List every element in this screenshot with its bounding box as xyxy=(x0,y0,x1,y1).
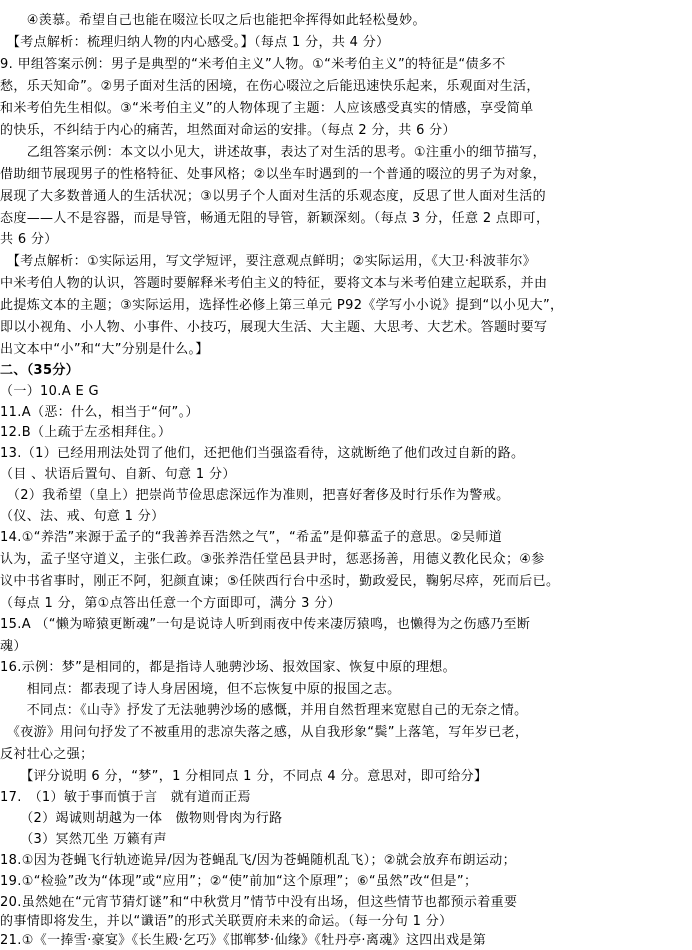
text-line: （3）冥然兀坐 万籁有声 xyxy=(0,832,167,847)
text-line: 12.B（上疏于左丞相拜住。） xyxy=(0,425,172,440)
text-line: 《夜游》用问句抒发了不被重用的悲凉失落之感，从自我形象“鬓”上落笔，写年岁已老， xyxy=(0,725,529,740)
text-line: （目 、状语后置句、自新、句意 1 分） xyxy=(0,467,236,482)
section-heading: 二、（35分） xyxy=(0,363,80,378)
text-line: 认为，孟子坚守道义，主张仁政。③张养浩任堂邑县尹时，惩恶扬善，用德义教化民众；④参 xyxy=(0,552,545,567)
text-line: 9. 甲组答案示例：男子是典型的“米考伯主义”人物。①“米考伯主义”的特征是“债多不 xyxy=(0,57,506,72)
text-line: 乙组答案示例：本文以小见大，讲述故事，表达了对生活的思考。①注重小的细节描写， xyxy=(0,145,547,160)
text-line: 态度——人不是容器，而是导管，畅通无阻的导管，新颖深刻。（每点 3 分，任意 2 点即可， xyxy=(0,211,550,226)
text-line: 愁，乐天知命”。②男子面对生活的困境，在伤心啜泣之后能迅速快乐起来，乐观面对生活， xyxy=(0,79,540,94)
text-line: 的快乐，不纠结于内心的痛苦，坦然面对命运的安排。（每点 2 分，共 6 分） xyxy=(0,123,456,138)
text-line: （2）我希望（皇上）把崇尚节俭思虑深远作为准则，把喜好奢侈及时行乐作为警戒。 xyxy=(0,488,510,503)
text-line: 15.A （“懒为啼猿更断魂”一句是说诗人听到雨夜中传来凄厉猿鸣，也懒得为之伤感乃至断 xyxy=(0,617,531,632)
text-line: 魂） xyxy=(0,639,27,654)
text-line: 不同点：《山寺》抒发了无法驰骋沙场的感慨，并用自然哲理来宽慰自己的无奈之情。 xyxy=(0,703,528,718)
text-line: 【考点解析：梳理归纳人物的内心感受。】（每点 1 分，共 4 分） xyxy=(0,35,390,50)
text-line: （2）竭诚则胡越为一体 傲物则骨肉为行路 xyxy=(0,811,283,826)
text-line: 【考点解析：①实际运用，写文学短评，要注意观点鲜明；②实际运用，《大卫·科波菲尔》 xyxy=(0,254,537,269)
text-line: 13.（1）已经用刑法处罚了他们，还把他们当强盗看待，这就断绝了他们改过自新的路。 xyxy=(0,446,525,461)
text-line: 21.①《一捧雪·豪宴》《长生殿·乞巧》《邯郸梦·仙缘》《牡丹亭·离魂》这四出戏是第 xyxy=(0,933,487,948)
text-line: （仪、法、戒、句意 1 分） xyxy=(0,509,165,524)
text-line: 相同点：都表现了诗人身居困境，但不忘恢复中原的报国之志。 xyxy=(0,682,401,697)
text-line: 借助细节展现男子的性格特征、处事风格；②以坐车时遇到的一个普通的啜泣的男子为对象， xyxy=(0,167,547,182)
text-line: 16.示例：梦”是相同的，都是指诗人驰骋沙场、报效国家、恢复中原的理想。 xyxy=(0,660,457,675)
text-line: 展现了大多数普通人的生活状况；③以男子个人面对生活的乐观态度，反思了世人面对生活的 xyxy=(0,189,547,204)
text-line: 中米考伯人物的认识，答题时要解释米考伯主义的特征，要将文本与米考伯建立起联系，并由 xyxy=(0,276,548,291)
text-line: 议中书省事时，刚正不阿，犯颜直谏；⑤任陕西行台中丞时，勤政爱民，鞠躬尽瘁，死而后已。 xyxy=(0,574,560,589)
text-line: 19.①“检验”改为“体现”或“应用”；②“使”前加“这个原理”；⑥“虽然”改“但是”； xyxy=(0,874,478,889)
text-line: 即以小视角、小人物、小事件、小技巧，展现大生活、大主题、大思考、大艺术。答题时要写 xyxy=(0,320,548,335)
text-line: （一）10.A E G xyxy=(0,384,99,399)
text-line: 11.A（恶：什么，相当于“何”。） xyxy=(0,405,199,420)
text-line: 反衬壮心之强； xyxy=(0,747,94,762)
text-line: 出文本中“小”和“大”分别是什么。】 xyxy=(0,342,209,357)
text-line: 20.虽然她在“元宵节猜灯谜”和“中秋赏月”情节中没有出场，但这些情节也都预示着重要 xyxy=(0,895,518,910)
text-line: 和米考伯先生相似。③“米考伯主义”的人物体现了主题：人应该感受真实的情感，享受简单 xyxy=(0,101,534,116)
text-line: ④羡慕。希望自己也能在啜泣长叹之后也能把伞挥得如此轻松曼妙。 xyxy=(0,13,426,28)
text-line: 17. （1）敏于事而慎于言 就有道而正焉 xyxy=(0,790,251,805)
text-line: 14.①“养浩”来源于孟子的“我善养吾浩然之气”，“希孟”是仰慕孟子的意思。②吴师道 xyxy=(0,530,503,545)
text-line: （每点 1 分，第①点答出任意一个方面即可，满分 3 分） xyxy=(0,596,341,611)
text-line: 共 6 分） xyxy=(0,232,58,247)
text-line: 【评分说明 6 分，“梦”，1 分相同点 1 分，不同点 4 分。意思对，即可给分】 xyxy=(0,769,488,784)
text-line: 的事情即将发生，并以“谶语”的形式关联贾府未来的命运。（每一分句 1 分） xyxy=(0,914,453,929)
text-line: 18.①因为苍蝇飞行轨迹诡异/因为苍蝇乱飞/因为苍蝇随机乱飞）；②就会放弃布朗运动； xyxy=(0,853,516,868)
text-line: 此提炼文本的主题；③实际运用，选择性必修上第三单元 P92《学写小小说》提到“以小见大”， xyxy=(0,298,564,313)
